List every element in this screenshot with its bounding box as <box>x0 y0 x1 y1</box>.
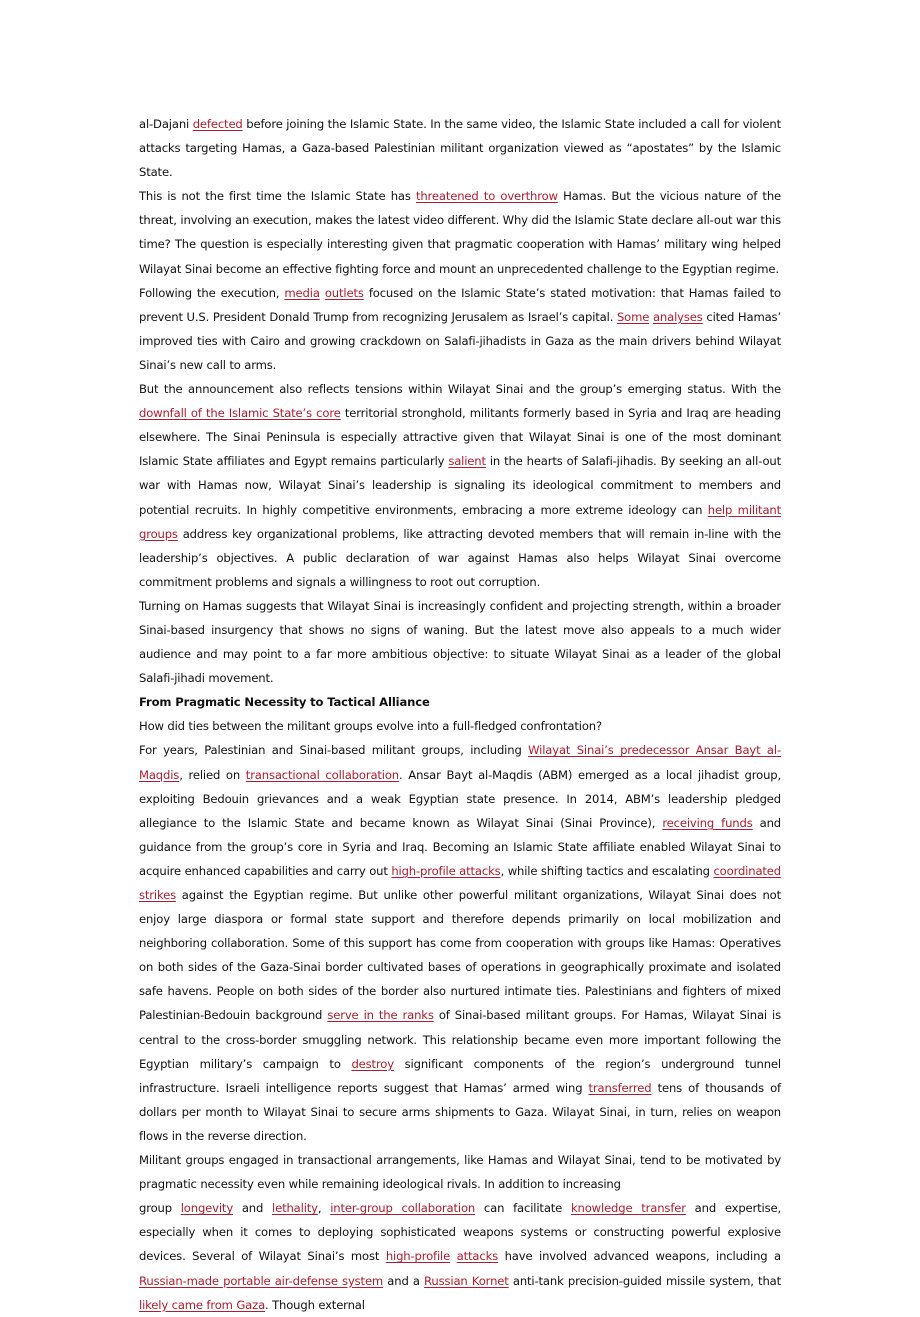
paragraph-text: anti-tank precision-guided missile system, that <box>508 1273 781 1288</box>
paragraph-text: . Though external <box>265 1297 365 1312</box>
paragraph <box>139 594 781 690</box>
paragraph-text: , while shifting tactics and escalating <box>500 863 714 878</box>
inline-link[interactable]: media <box>284 285 320 300</box>
paragraph <box>139 1196 781 1316</box>
paragraph-text: and <box>233 1201 273 1216</box>
paragraph <box>139 714 781 738</box>
inline-link[interactable]: Russian Kornet <box>424 1273 509 1288</box>
paragraph-text: tens of thousands of dollars per month to Wilayat Sinai to secure arms shipments to Gaza. Wilayat Sinai, in turn, relies on weapon flows in the reverse direction. <box>139 1080 781 1143</box>
paragraph-text: Following the execution, <box>139 285 285 300</box>
inline-link[interactable]: receiving funds <box>662 815 753 830</box>
paragraph-text: Hamas. But the vicious nature of the threat, involving an execution, makes the latest video different. Why did the Islamic State declare all-out war this time? The question is especially interesting given that pragmatic cooperation with Hamas’ military wing helped Wilayat Sinai become an effective fighting force and mount an unprecedented challenge to the Egyptian regime. <box>139 189 781 276</box>
paragraph-text: focused on the Islamic State’s stated motivation: that Hamas failed to prevent U.S. President Donald Trump from recognizing Jerusalem as Israel’s capital. <box>139 285 781 324</box>
paragraph-text: Militant groups engaged in transactional arrangements, like Hamas and Wilayat Sinai, tend to be motivated by pragmatic necessity even while remaining ideological rivals. In addition to increasing <box>139 1153 781 1192</box>
paragraph-text: This is not the first time the Islamic State has <box>139 189 416 204</box>
inline-link[interactable]: knowledge transfer <box>570 1201 686 1216</box>
inline-link[interactable]: attacks <box>456 1249 499 1264</box>
paragraph-text: How did ties between the militant groups evolve into a full-fledged confrontation? <box>139 719 602 734</box>
inline-link[interactable]: help militant groups <box>139 502 781 541</box>
paragraph-text: . Ansar Bayt al-Maqdis (ABM) emerged as a local jihadist group, exploiting Bedouin grievances and a weak Egyptian state presence. In 2014, ABM’s leadership pledged allegiance to the Islamic State and became known as Wilayat Sinai (Sinai Province), <box>139 767 782 830</box>
inline-link[interactable]: high-profile <box>385 1249 451 1264</box>
paragraph-text: and expertise, especially when it comes to deploying sophisticated weapons systems or constructing powerful explosive devices. Several of Wilayat Sinai’s most <box>139 1201 782 1264</box>
inline-link[interactable]: inter-group collaboration <box>330 1201 476 1216</box>
inline-link[interactable]: destroy <box>351 1056 394 1071</box>
inline-link[interactable]: downfall of the Islamic State’s core <box>139 406 341 421</box>
paragraph <box>139 377 781 594</box>
inline-link[interactable]: analyses <box>652 309 703 324</box>
paragraph-text: address key organizational problems, like attracting devoted members that will remain in-line with the leadership’s objectives. A public declaration of war against Hamas also helps Wilayat Sinai overcome commitment problems and signals a willingness to root out corruption. <box>139 526 781 589</box>
paragraph-text: But the announcement also reflects tensions within Wilayat Sinai and the group’s emerging status. With the <box>139 382 781 397</box>
inline-link[interactable]: likely came from Gaza <box>139 1297 266 1312</box>
inline-link[interactable]: transactional collaboration <box>245 767 400 782</box>
article-body-section-2 <box>139 714 781 1316</box>
paragraph-text: against the Egyptian regime. But unlike other powerful militant organizations, Wilayat Sinai does not enjoy large diaspora or formal state support and therefore depends primarily on local mobilization and neighboring collaboration. Some of this support has come from cooperation with groups like Hamas: Operatives on both sides of the Gaza-Sinai border cultivated bases of operations in geographically proximate and isolated safe havens. People on both sides of the border also nurtured intimate ties. Palestinians and fighters of mixed Palestinian-Bedouin background <box>139 888 781 1023</box>
inline-link[interactable]: serve in the ranks <box>327 1008 434 1023</box>
inline-link[interactable]: Some <box>616 309 650 324</box>
article-body-section-1 <box>139 112 781 690</box>
paragraph-text: For years, Palestinian and Sinai-based militant groups, including <box>139 743 529 758</box>
paragraph-text: territorial stronghold, militants formerly based in Syria and Iraq are heading elsewhere. The Sinai Peninsula is especially attractive given that Wilayat Sinai is one of the most dominant Islamic State affiliates and Egypt remains particularly <box>139 406 781 469</box>
inline-link[interactable]: salient <box>448 454 486 469</box>
paragraph-text: of Sinai-based militant groups. For Hamas, Wilayat Sinai is central to the cross-border smuggling network. This relationship became even more important following the Egyptian military’s campaign to <box>139 1008 781 1071</box>
inline-link[interactable]: longevity <box>180 1201 234 1216</box>
paragraph-text: can facilitate <box>475 1201 571 1216</box>
paragraph <box>139 281 781 377</box>
paragraph-text: group <box>139 1201 181 1216</box>
paragraph-text: have involved advanced weapons, including a <box>498 1249 781 1264</box>
paragraph-text: before joining the Islamic State. In the same video, the Islamic State included a call for violent attacks targeting Hamas, a Gaza-based Palestinian militant organization viewed as “apostates” by the Islamic State. <box>139 117 781 180</box>
inline-link[interactable]: outlets <box>324 285 364 300</box>
article-page <box>139 112 781 1317</box>
paragraph-text: in the hearts of Salafi-jihadis. By seeking an all-out war with Hamas now, Wilayat Sinai’s leadership is signaling its ideological commitment to members and potential recruits. In highly competitive environments, embracing a more extreme ideology can <box>139 454 781 517</box>
inline-link[interactable]: Wilayat Sinai’s predecessor Ansar Bayt al-Maqdis <box>139 743 781 782</box>
inline-link[interactable]: transferred <box>588 1080 652 1095</box>
paragraph-text: al-Dajani <box>139 117 193 131</box>
paragraph-text: , <box>317 1201 331 1216</box>
paragraph <box>139 184 781 280</box>
paragraph-text: and a <box>383 1273 425 1288</box>
paragraph <box>139 738 781 1148</box>
paragraph-text: significant components of the region’s underground tunnel infrastructure. Israeli intelligence reports suggest that Hamas’ armed wing <box>139 1056 781 1095</box>
paragraph <box>139 112 781 184</box>
inline-link[interactable]: Russian-made portable air-defense system <box>139 1273 384 1288</box>
inline-link[interactable]: coordinated strikes <box>139 863 781 902</box>
paragraph-text: Turning on Hamas suggests that Wilayat Sinai is increasingly confident and projecting strength, within a broader Sinai-based insurgency that shows no signs of waning. But the latest move also appeals to a much wider audience and may point to a far more ambitious objective: to situate Wilayat Sinai as a leader of the global Salafi-jihadi movement. <box>139 598 781 686</box>
section-heading: From Pragmatic Necessity to Tactical Alliance <box>139 695 430 710</box>
inline-link[interactable]: lethality <box>272 1201 318 1216</box>
inline-link[interactable]: high-profile attacks <box>391 863 501 878</box>
paragraph <box>139 1148 781 1196</box>
inline-link[interactable]: threatened to overthrow <box>415 189 558 204</box>
paragraph-text: cited Hamas’ improved ties with Cairo and growing crackdown on Salafi-jihadists in Gaza as the main drivers behind Wilayat Sinai’s new call to arms. <box>139 309 781 372</box>
paragraph-text: , relied on <box>179 767 246 782</box>
inline-link[interactable]: defected <box>192 117 243 131</box>
paragraph-text: and guidance from the group’s core in Syria and Iraq. Becoming an Islamic State affiliate enabled Wilayat Sinai to acquire enhanced capabilities and carry out <box>139 815 781 878</box>
